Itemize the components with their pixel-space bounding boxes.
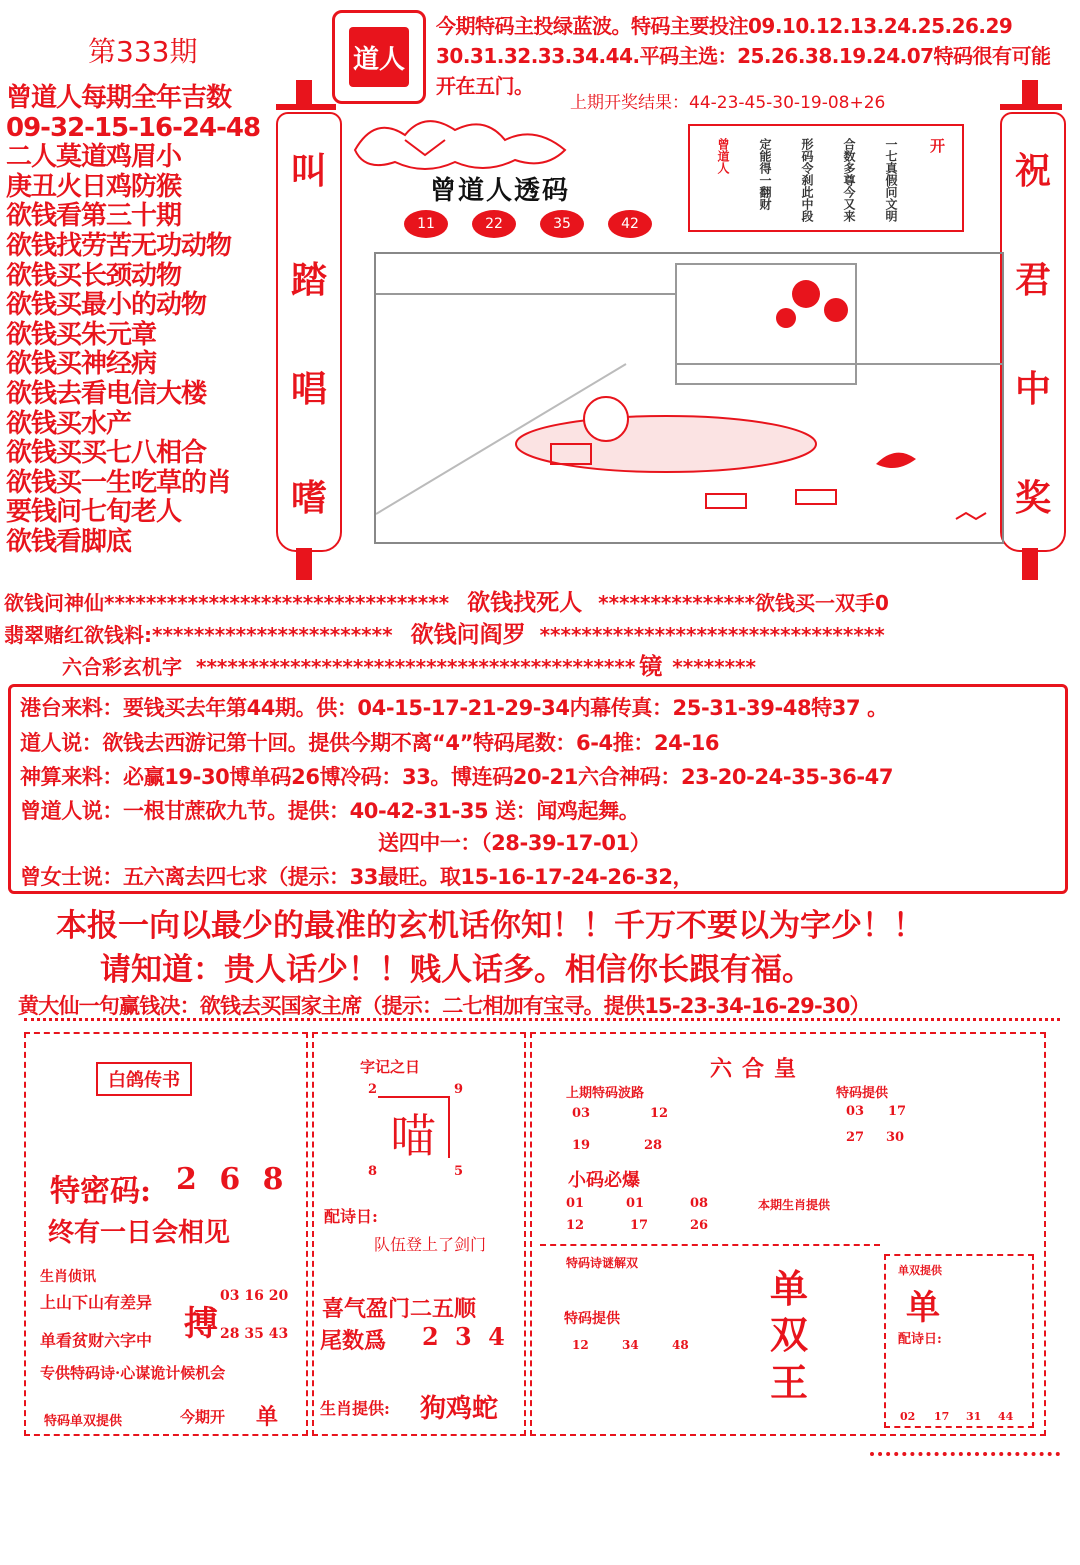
panel-row-numbers: 03 16 20 — [220, 1288, 289, 1304]
tip-line: 二人莫道鸡眉小 — [6, 142, 182, 173]
banner-char: 君 — [1014, 260, 1051, 301]
tail-numbers: 2 3 4 — [422, 1322, 509, 1351]
number-ball: 11 — [404, 210, 448, 238]
grid-number: 19 — [572, 1138, 591, 1153]
tip-line: 欲钱买最小的动物 — [6, 290, 207, 321]
tip-line: 欲钱买朱元章 — [6, 319, 157, 350]
corner-number: 2 — [368, 1082, 378, 1097]
zodiac-label: 生肖提供: — [320, 1399, 390, 1418]
tip-line: 欲钱买神经病 — [6, 349, 157, 380]
slogan-2: 请知道：贵人话少！！贱人话多。相信你长跟有福。 — [100, 952, 813, 988]
banner-bar-top — [276, 104, 336, 110]
star-text: 欲钱问阎罗 — [410, 622, 526, 648]
info-line: 曾女士说：五六离去四七求（提示：33最旺。取15-16-17-24-26-32， — [20, 865, 694, 889]
must-label: 小码必爆 — [568, 1170, 640, 1191]
banner-char: 唱 — [290, 369, 327, 410]
banner-char: 中 — [1014, 369, 1051, 410]
poem-label: 配诗日: — [898, 1332, 942, 1347]
panel-poem: 队伍登上了剑门 — [374, 1235, 487, 1254]
special-code-label: 特密码: — [50, 1174, 152, 1209]
tip-line: 欲钱买长颈动物 — [6, 260, 182, 291]
row-number: 12 — [566, 1218, 585, 1233]
logo — [332, 10, 426, 104]
header-line-2: 30.31.32.33.34.44.平码主选：25.26.38.19.24.07特码很有可能 — [436, 44, 1051, 68]
panel-row-text: 专供特码诗·心谋诡计候机会 — [40, 1364, 226, 1382]
huang-daxian-line: 黄大仙一句赢钱决：欲钱去买国家主席（提示：二七相加有宝寻。提供15-23-34-16-29-30） — [18, 994, 870, 1018]
info-line: 送四中一：（28-39-17-01） — [378, 831, 651, 855]
panel-row-text: 上山下山有差异 — [40, 1293, 153, 1312]
grid-number: 03 — [846, 1104, 865, 1119]
last-result: 上期开奖结果：44-23-45-30-19-08+26 — [570, 93, 886, 113]
tip-line: 庚丑火日鸡防猴 — [6, 171, 182, 202]
grid-number: 28 — [644, 1138, 663, 1153]
left-tips-column — [6, 84, 286, 558]
banner-char: 踏 — [290, 260, 327, 301]
tip-line: 欲钱买一生吃草的肖 — [6, 467, 232, 498]
logo-mark: 道人 — [349, 27, 409, 87]
star-text: 欲钱问神仙********************************* — [4, 591, 450, 615]
single-double-value: 单 — [906, 1288, 940, 1328]
number-ball: 22 — [472, 210, 516, 238]
left-vertical-banner — [276, 112, 342, 552]
star-text: 镜 — [639, 654, 663, 680]
star-text: ******** — [672, 655, 756, 679]
slogan-1: 本报一向以最少的最准的玄机话你知！！千万不要以为字少！！ — [56, 908, 924, 944]
zodiac-label: 生肖侦讯 — [40, 1269, 96, 1285]
corner-number: 9 — [454, 1082, 464, 1097]
grid-number: 30 — [886, 1130, 905, 1145]
scroll-text: 形码令刹此中段 — [800, 138, 814, 222]
panel-label: 单双提供 — [898, 1264, 942, 1277]
row-number: 01 — [566, 1196, 585, 1211]
star-line-1 — [4, 584, 889, 617]
grid-number: 17 — [888, 1104, 907, 1119]
banner-char: 嗜 — [290, 478, 327, 519]
banner-char: 奖 — [1014, 478, 1051, 519]
row-number: 26 — [690, 1218, 709, 1233]
feature-character: 喵 — [390, 1109, 436, 1163]
bottom-number: 31 — [966, 1410, 982, 1423]
corner-number: 8 — [368, 1164, 378, 1179]
grid-number: 03 — [572, 1106, 591, 1121]
dotted-divider — [24, 1018, 1060, 1021]
big-character: 单 — [770, 1266, 809, 1311]
row-number: 17 — [630, 1218, 649, 1233]
panel-note: 本期生肖提供 — [758, 1198, 831, 1212]
lucky-line: 喜气盈门二五顺 — [322, 1296, 477, 1322]
scroll-text: 曾道人 — [716, 138, 730, 174]
grid-number: 12 — [650, 1106, 669, 1121]
banner-rod-bottom — [296, 548, 312, 580]
grid-number: 27 — [846, 1130, 865, 1145]
big-character: 王 — [770, 1360, 809, 1405]
dotted-divider — [870, 1452, 1060, 1456]
tip-line: 09-32-15-16-24-48 — [6, 112, 261, 143]
bo-character: 搏 — [184, 1304, 218, 1344]
star-text: ****************************************** — [196, 655, 636, 679]
banner-char: 叫 — [290, 151, 327, 192]
tip-line: 欲钱看脚底 — [6, 526, 132, 557]
zodiac-pick: 狗鸡蛇 — [420, 1394, 499, 1424]
scroll-text: 开 — [928, 138, 946, 153]
panel-title: 白鸽传书 — [96, 1062, 192, 1096]
info-line: 港台来料：要钱买去年第44期。供：04-15-17-21-29-34内幕传真：25-31-39-48特37 。 — [20, 696, 888, 720]
tip-line: 要钱问七旬老人 — [6, 497, 182, 528]
star-text: ***************欲钱买一双手0 — [598, 591, 889, 615]
number-ball: 42 — [608, 210, 652, 238]
star-text: 六合彩玄机字 — [62, 655, 182, 679]
panel-title: 六合皇 — [710, 1056, 807, 1082]
panel-label: 上期特码波路 — [566, 1086, 645, 1101]
star-text: ********************************* — [539, 623, 885, 647]
star-line-2 — [4, 616, 885, 649]
tip-line: 欲钱去看电信大楼 — [6, 378, 207, 409]
bottom-number: 17 — [934, 1410, 950, 1423]
corner-number: 5 — [454, 1164, 464, 1179]
header-line-3: 开在五门。 — [436, 74, 534, 98]
banner-char: 祝 — [1014, 151, 1051, 192]
info-line: 道人说：欲钱去西游记第十回。提供今期不离“4”特码尾数：6-4推：24-16 — [20, 731, 720, 755]
special-code-numbers: 2 6 8 — [176, 1162, 290, 1197]
panel-label: 特码诗谜解双 — [566, 1256, 639, 1270]
tail-label: 尾数爲 — [320, 1328, 387, 1354]
panel-row-text: 单看贫财六字中 — [40, 1331, 153, 1350]
single-double-value: 单 — [256, 1404, 279, 1430]
bottom-number: 02 — [900, 1410, 916, 1423]
info-line: 神算来料：必赢19-30博单码26博冷码：33。博连码20-21六合神码：23-20-24-35-36-47 — [20, 765, 894, 789]
tip-line: 欲钱买水产 — [6, 408, 132, 439]
scroll-text: 一七真假问文明 — [884, 138, 898, 222]
hanging-scroll — [688, 124, 964, 232]
poem-label: 配诗日: — [324, 1207, 378, 1226]
row-number: 01 — [626, 1196, 645, 1211]
score-number: 34 — [622, 1338, 639, 1352]
bottom-number: 44 — [998, 1410, 1014, 1423]
tip-line: 欲钱找劳苦无功动物 — [6, 230, 232, 261]
scroll-text: 定能得一翻财 — [758, 138, 772, 210]
issue-number: 第333期 — [88, 35, 198, 68]
panel-row-numbers: 28 35 43 — [220, 1326, 289, 1342]
illustration-title: 曾道人透码 — [430, 176, 571, 206]
tip-line: 欲钱看第三十期 — [6, 201, 182, 232]
panel-poem: 终有一日会相见 — [48, 1218, 231, 1248]
tip-line: 欲钱买买七八相合 — [6, 438, 207, 469]
score-number: 12 — [572, 1338, 589, 1352]
inner-divider — [540, 1244, 880, 1246]
panel-row-text: 今期开 — [180, 1408, 226, 1426]
star-line-3 — [62, 648, 756, 681]
illustration-scene — [374, 252, 1004, 544]
tip-line: 曾道人每期全年吉数 — [6, 83, 232, 113]
big-character: 双 — [770, 1312, 809, 1357]
panel-row-text: 特码单双提供 — [44, 1414, 123, 1429]
star-text: 翡翠赌红欲钱料:*********************** — [4, 623, 393, 647]
number-ball: 35 — [540, 210, 584, 238]
star-text: 欲钱找死人 — [467, 590, 583, 616]
scroll-text: 合数多尊今又来 — [842, 138, 856, 222]
row-number: 08 — [690, 1196, 709, 1211]
panel-label: 特码提供 — [564, 1311, 620, 1327]
panel-label: 特码提供 — [836, 1086, 889, 1101]
banner-bar-top — [1000, 104, 1062, 110]
score-number: 48 — [672, 1338, 689, 1352]
info-line: 曾道人说：一根甘蔗砍九节。提供：40-42-31-35 送：闻鸡起舞。 — [20, 799, 640, 823]
panel-title: 字记之日 — [360, 1058, 421, 1076]
right-vertical-banner — [1000, 112, 1066, 552]
header-line-1: 今期特码主投绿蓝波。特码主要投注09.10.12.13.24.25.26.29 — [436, 14, 1013, 38]
banner-rod-bottom — [1022, 548, 1038, 580]
